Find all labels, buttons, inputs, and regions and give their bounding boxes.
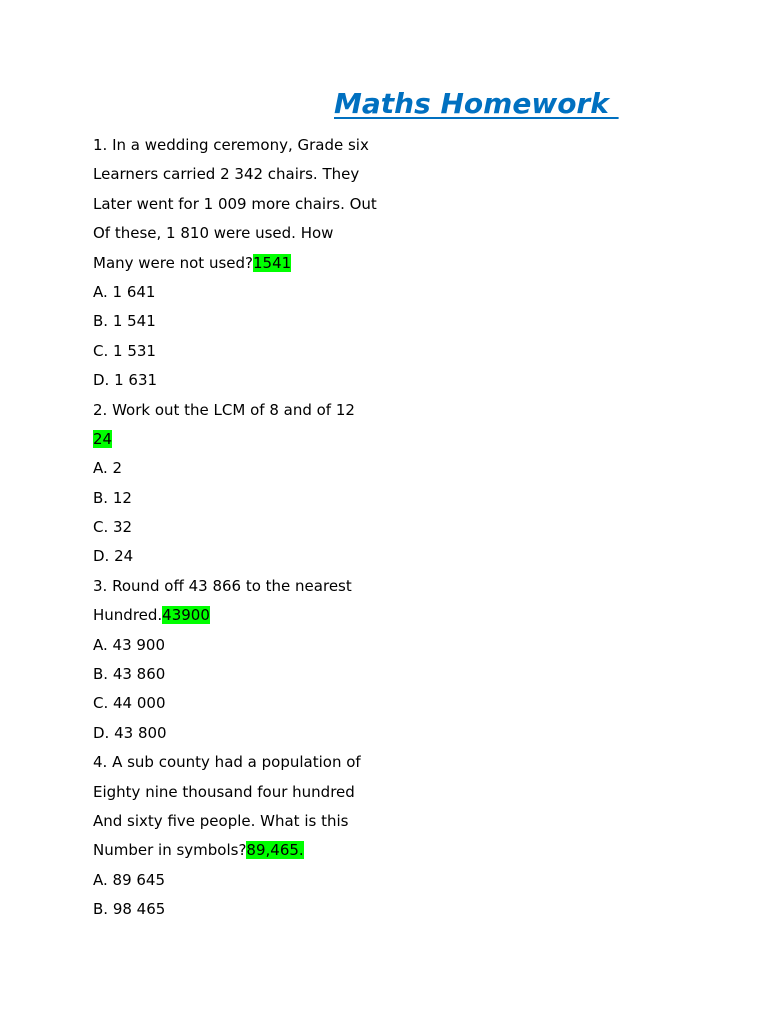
question-3-answer: 43900: [162, 606, 210, 625]
question-2-line-1: 2. Work out the LCM of 8 and of 12: [93, 400, 355, 419]
question-4-line-4: [93, 836, 713, 865]
question-3-option-b: B. 43 860: [93, 665, 166, 684]
question-1-line-1: 1. In a wedding ceremony, Grade six: [93, 136, 369, 154]
question-2-option-d: D. 24: [93, 547, 134, 566]
question-1-line-3: Later went for 1 009 more chairs. Out: [93, 194, 377, 213]
question-3-option-c: C. 44 000: [93, 694, 166, 713]
question-1-option-a: A. 1 641: [93, 282, 156, 301]
question-2-option-b: B. 12: [93, 488, 132, 507]
question-1-line-2: Learners carried 2 342 chairs. They: [93, 165, 360, 184]
question-3-line-2: [93, 601, 713, 630]
question-4-option-a: A. 89 645: [93, 870, 166, 889]
page-title: Maths Homework: [334, 87, 619, 120]
question-3-line-2-text: Hundred.: [93, 606, 163, 625]
question-1-answer: 1541: [252, 253, 292, 272]
question-3-option-a: A. 43 900: [93, 635, 166, 654]
questions-body: [93, 131, 713, 925]
question-4-option-b: B. 98 465: [93, 900, 166, 919]
question-1-option-b: B. 1 541: [93, 312, 156, 331]
question-1-option-d: D. 1 631: [93, 371, 158, 390]
question-2-answer-line: [93, 425, 713, 454]
question-1-line-5-text: Many were not used?: [93, 253, 253, 272]
question-1-line-4: Of these, 1 810 were used. How: [93, 224, 334, 243]
question-4-line-2: Eighty nine thousand four hundred: [93, 782, 355, 801]
question-1-option-c: C. 1 531: [93, 341, 156, 360]
question-3-line-1: 3. Round off 43 866 to the nearest: [93, 576, 352, 595]
question-2-answer: 24: [93, 429, 113, 448]
question-1-line-5: [93, 249, 713, 278]
question-2-option-c: C. 32: [93, 518, 133, 537]
question-4-line-3: And sixty five people. What is this: [93, 811, 349, 830]
question-4-line-1: 4. A sub county had a population of: [93, 753, 361, 772]
question-4-answer: 89,465.: [246, 841, 304, 860]
question-4-line-4-text: Number in symbols?: [93, 841, 247, 860]
question-2-option-a: A. 2: [93, 459, 123, 478]
question-3-option-d: D. 43 800: [93, 723, 167, 742]
